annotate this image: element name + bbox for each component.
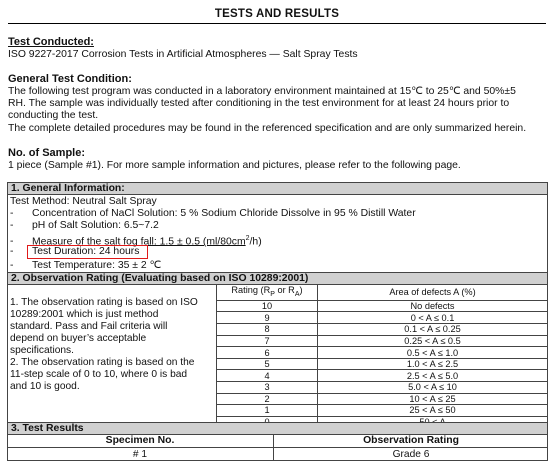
general-condition-line3: conducting the test. (8, 110, 99, 121)
table-row (217, 370, 548, 382)
section3-header: 3. Test Results (7, 422, 548, 435)
test-duration-highlight (27, 245, 148, 259)
table-row (217, 300, 548, 312)
area-column-header: Area of defects A (%) (318, 285, 548, 301)
salt-fog-text: Measure of the salt fog fall: 1.5 ± 0.5 (ml/80cm (32, 236, 246, 248)
area-cell: 10 < A ≤ 25 (318, 393, 548, 405)
section3-row-divider (7, 447, 548, 448)
section1-item: - Test Duration: 24 hours (10, 246, 140, 257)
section2-header: 2. Observation Rating (Evaluating based on ISO 10289:2001) (7, 272, 548, 285)
area-cell: 1.0 < A ≤ 2.5 (318, 358, 548, 370)
rating-table-header (217, 285, 548, 301)
title-divider (8, 23, 546, 24)
rating-cell: 1 (217, 405, 318, 417)
observation-rating-column-header: Observation Rating (363, 435, 459, 446)
table-row (217, 381, 548, 393)
table-row (217, 393, 548, 405)
observation-rating-note: 1. The observation rating is based on ISO 10289:2001 which is just method standard. Pass and Fail criteria will depend on buyer’s acceptable specifications. 2. The observation rating is based on the 11-step scale of 0 to 10, where 0 is bad and 10 is good. (10, 297, 198, 392)
area-cell: 0.1 < A ≤ 0.25 (318, 324, 548, 336)
rating-cell: 9 (217, 312, 318, 324)
rating-table (216, 284, 548, 428)
specimen-number: # 1 (132, 449, 148, 460)
general-condition-heading: General Test Condition: (8, 73, 132, 85)
area-cell: 2.5 < A ≤ 5.0 (318, 370, 548, 382)
test-duration-text: Test Duration: 24 hours (32, 246, 140, 257)
rating-cell: 10 (217, 300, 318, 312)
rating-cell: 2 (217, 393, 318, 405)
area-cell: 0.5 < A ≤ 1.0 (318, 347, 548, 359)
general-condition-line2: RH. The sample was individually tested after conditioning in the test environment for at least 24 hours prior to (8, 98, 510, 109)
table-row (217, 335, 548, 347)
table-row (217, 358, 548, 370)
test-conducted-text: ISO 9227-2017 Corrosion Tests in Artificial Atmospheres — Salt Spray Tests (8, 49, 358, 60)
table-row (217, 324, 548, 336)
table-row (217, 405, 548, 417)
area-cell: 0 < A ≤ 0.1 (318, 312, 548, 324)
general-condition-line4: The complete detailed procedures may be found in the referenced specification and are only summarized herein. (8, 123, 527, 134)
area-cell: No defects (318, 300, 548, 312)
general-condition-line1: The following test program was conducted in a laboratory environment maintained at 15℃ to 25℃ and 50%±5 (8, 86, 516, 97)
rating-cell: 3 (217, 381, 318, 393)
area-cell: 0.25 < A ≤ 0.5 (318, 335, 548, 347)
no-of-sample-heading: No. of Sample: (8, 147, 86, 159)
section1-item: - pH of Salt Solution: 6.5~7.2 (10, 220, 159, 231)
observation-rating-value: Grade 6 (392, 449, 430, 460)
area-cell: 25 < A ≤ 50 (318, 405, 548, 417)
page-title: TESTS AND RESULTS (214, 8, 340, 20)
section1-item: - Measure of the salt fog fall: 1.5 ± 0.5 $(ml/80cm^2/h)$ (10, 235, 262, 248)
rating-cell: 7 (217, 335, 318, 347)
rating-cell: 5 (217, 358, 318, 370)
rating-cell: 4 (217, 370, 318, 382)
test-conducted-heading: Test Conducted: (8, 36, 94, 48)
rating-column-header: Rating ($R_P$ or $R_A$) (217, 285, 318, 301)
rating-cell: 8 (217, 324, 318, 336)
section1-test-method: Test Method: Neutral Salt Spray (10, 196, 157, 207)
area-cell: 5.0 < A ≤ 10 (318, 381, 548, 393)
section1-header: 1. General Information: (7, 182, 548, 195)
no-of-sample-text: 1 piece (Sample #1). For more sample information and pictures, please refer to the following page. (8, 160, 461, 171)
table-row (217, 347, 548, 359)
table-row (217, 312, 548, 324)
specimen-column-header: Specimen No. (105, 435, 175, 446)
section1-item: - Test Temperature: 35 ± 2 ℃ (10, 260, 162, 271)
rating-cell: 6 (217, 347, 318, 359)
section1-item: - Concentration of NaCl Solution: 5 % Sodium Chloride Dissolve in 95 % Distill Water (10, 208, 416, 219)
